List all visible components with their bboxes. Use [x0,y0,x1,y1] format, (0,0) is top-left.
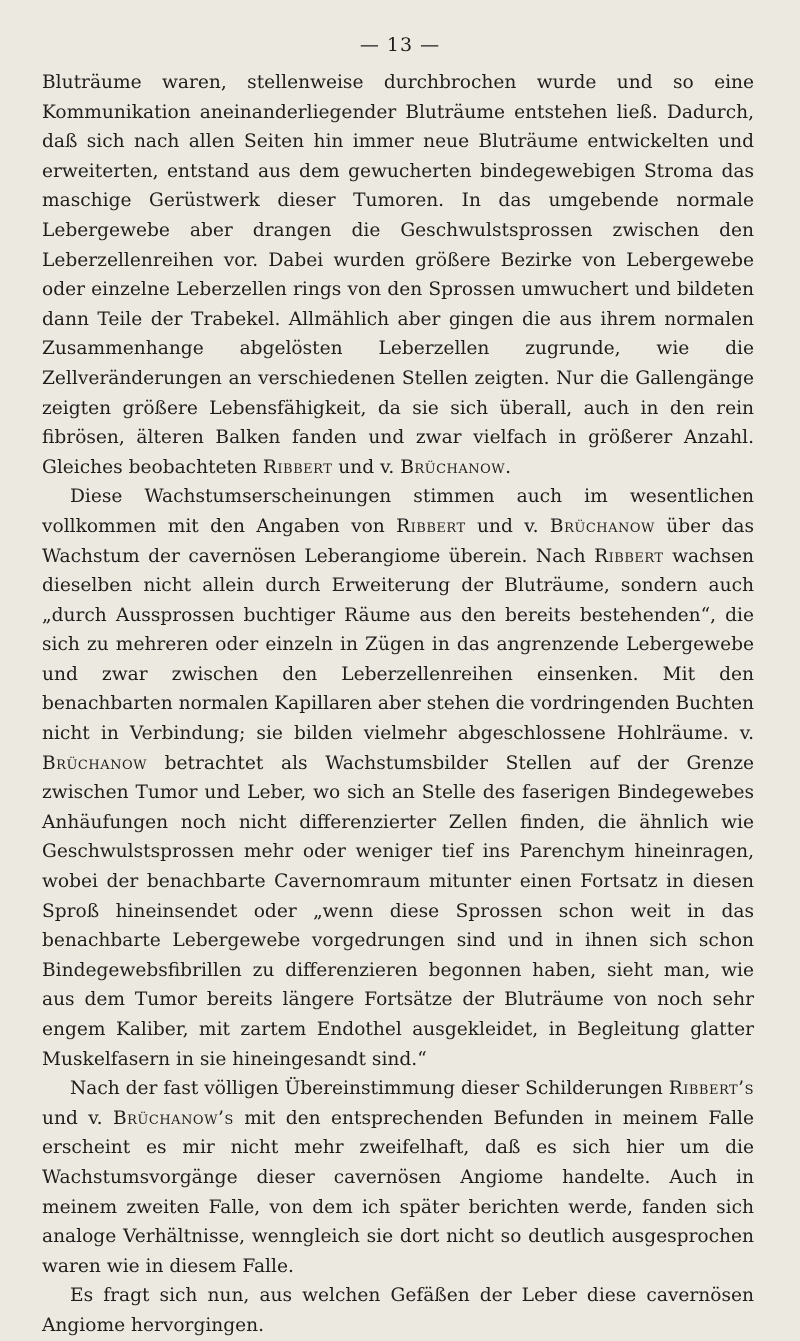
text-run: Nach der fast völligen Übereinstimmung dieser Schilderungen [70,1078,669,1100]
paragraph [42,1281,754,1340]
author-name: Ribbert [396,515,466,537]
author-name: Ribbert’s [668,1078,754,1100]
paragraph [42,68,754,482]
text-run: und v. [332,456,401,478]
text-run: wachsen dieselben nicht allein durch Erweiterung der Bluträume, sondern auch „durch Aussprossen buchtiger Räume aus den bereits bestehenden“, die sich zu mehreren oder einzeln in Zügen in das angrenzende Lebergewebe und zwar zwischen den Leberzellenreihen einsenken. Mit den benachbarten normalen Kapillaren aber stehen die vordringenden Buchten nicht in Verbindung; sie bilden vielmehr abgeschlossene Hohlräume. v. [42,545,754,745]
author-name: Brüchanow [549,515,655,537]
text-run: mit den entsprechenden Befunden in meinem Falle erscheint es mir nicht mehr zweifelhaft, daß es sich hier um die Wachstumsvorgänge dieser cavernösen Angiome handelte. Auch in meinem zweiten Falle, von dem ich später berichten werde, fanden sich analoge Verhältnisse, wenngleich sie dort nicht so deutlich ausgesprochen waren wie in diesem Falle. [42,1107,754,1277]
text-run: über das Wachstum der cavernösen Leberangiome überein. Nach [42,515,754,567]
text-run: Es fragt sich nun, aus welchen Gefäßen der Leber diese cavernösen Angiome hervorgingen. [42,1285,754,1336]
paragraph [42,482,754,1074]
text-run: Bluträume waren, stellenweise durchbrochen wurde und so eine Kommunikation aneinanderliegender Bluträume entstehen ließ. Dadurch, daß sich nach allen Seiten hin immer neue Bluträume entwickelten und erweiterten, entstand aus dem gewucherten bindegewebigen Stroma das maschige Gerüstwerk dieser Tumoren. In das umgebende normale Lebergewebe aber drangen die Geschwulstsprossen zwischen den Leberzellenreihen vor. Dabei wurden größere Bezirke von Lebergewebe oder einzelne Leberzellen rings von den Sprossen umwuchert und bildeten dann Teile der Trabekel. Allmählich aber gingen die aus ihrem normalen Zusammenhange abgelösten Leberzellen zugrunde, wie die Zellveränderungen an verschiedenen Stellen zeigten. Nur die Gallengänge zeigten größere Lebensfähigkeit, da sie sich überall, auch in den rein fibrösen, älteren Balken fanden und zwar vielfach in größerer Anzahl. Gleiches beobachteten [42,72,754,478]
author-name: Brüchanow [400,456,506,478]
author-name: Ribbert [262,456,333,478]
paragraph [42,1074,754,1281]
text-run: Diese Wachstumserscheinungen stimmen auch im wesentlichen vollkommen mit den Angaben von [42,486,754,537]
text-run: . [505,456,512,478]
author-name: Brüchanow [42,752,147,774]
author-name: Ribbert [594,545,664,567]
text-run: und v. [42,1107,113,1129]
author-name: Brüchanow’s [112,1107,234,1129]
body-text [42,68,754,1341]
text-run: und v. [465,515,550,537]
page-number: — 13 — [359,34,441,56]
text-run: betrachtet als Wachstumsbilder Stellen auf der Grenze zwischen Tumor und Leber, wo sich an Stelle des faserigen Bindegewebes Anhäufungen noch nicht differenzierter Zellen finden, die ähnlich wie Geschwulstsprossen mehr oder weniger tief ins Parenchym hineinragen, wobei der benachbarte Cavernomraum mitunter einen Fortsatz in diesen Sproß hineinsendet oder „wenn diese Sprossen schon weit in das benachbarte Lebergewebe vorgedrungen sind und in ihnen sich schon Bindegewebsfibrillen zu differenzieren begonnen haben, sieht man, wie aus dem Tumor bereits längere Fortsätze der Bluträume von noch sehr engem Kaliber, mit zartem Endothel ausgekleidet, in Begleitung glatter Muskelfasern in sie hineingesandt sind.“ [42,752,754,1070]
